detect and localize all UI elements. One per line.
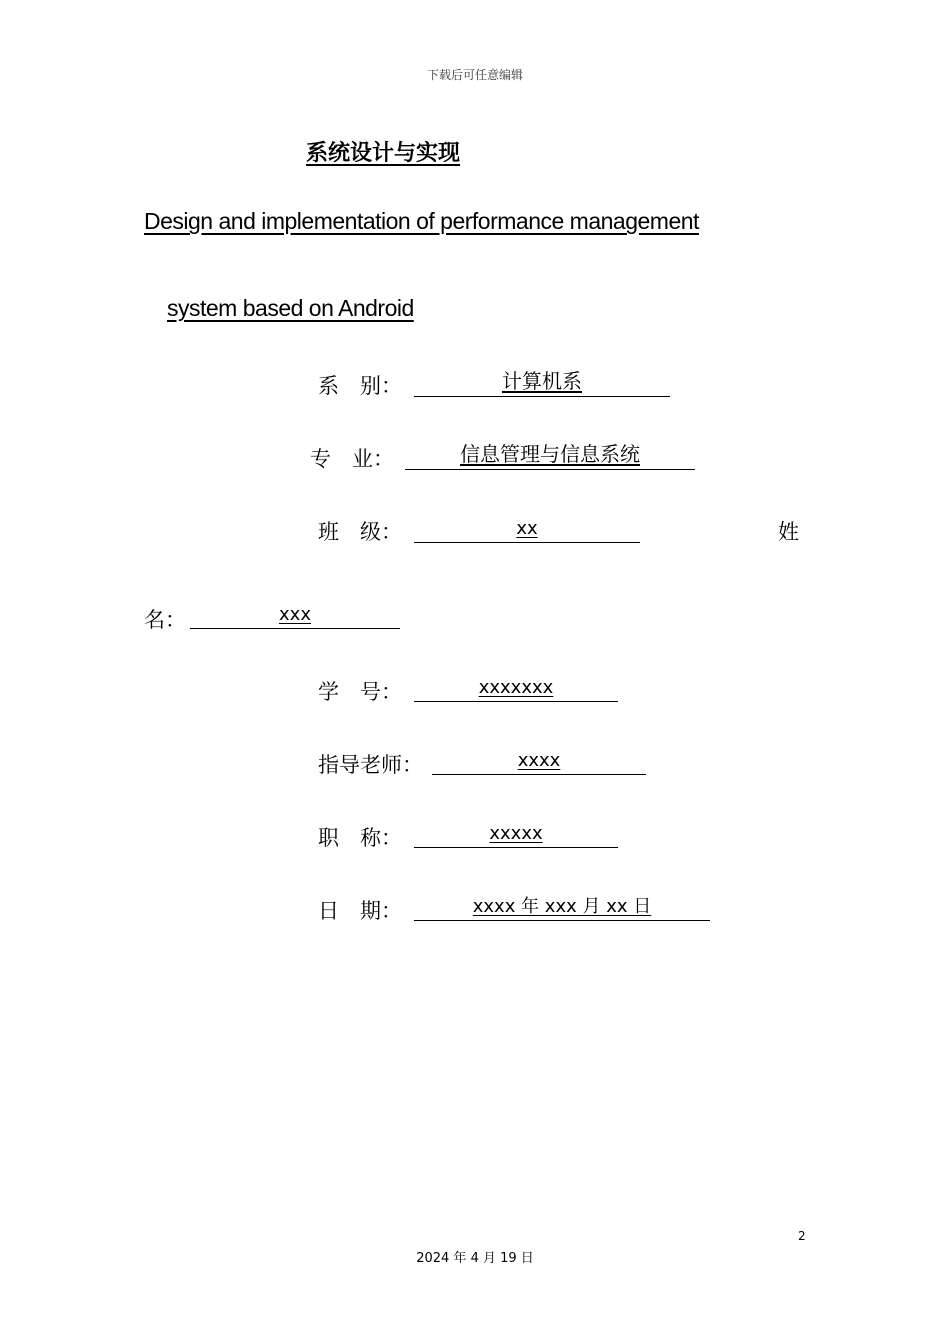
class-field — [414, 514, 640, 543]
name-label-part2: 名： — [144, 608, 186, 632]
name-field — [190, 600, 400, 629]
student-id-label: 学 号： — [318, 680, 402, 704]
date-value: xxxx 年 xxx 月 xx 日 — [472, 896, 652, 917]
title-english-line2: system based on Android — [167, 295, 414, 321]
title-chinese: 系统设计与实现 — [306, 141, 461, 166]
department-label: 系 别： — [318, 374, 402, 398]
title-rank-label: 职 称： — [318, 826, 402, 850]
department-field — [414, 368, 670, 397]
title-english-line1: Design and implementation of performance management — [144, 208, 699, 234]
student-id-value: xxxxxxx — [478, 677, 554, 698]
advisor-field — [432, 746, 646, 775]
student-id-field — [414, 673, 618, 702]
footer-date: 2024 年 4 月 19 日 — [416, 1251, 534, 1266]
class-value: xx — [516, 518, 538, 539]
class-label: 班 级： — [318, 520, 402, 544]
name-value: xxx — [279, 604, 311, 625]
name-label-part1: 姓 — [778, 520, 799, 544]
department-value: 计算机系 — [502, 369, 582, 393]
header-note: 下载后可任意编辑 — [426, 68, 523, 82]
major-value: 信息管理与信息系统 — [460, 442, 640, 466]
date-field — [414, 892, 710, 921]
page-number: 2 — [798, 1229, 806, 1243]
advisor-label: 指导老师： — [318, 753, 423, 777]
title-rank-value: xxxxx — [489, 823, 543, 844]
major-label: 专 业： — [310, 447, 394, 471]
major-field — [405, 441, 695, 470]
advisor-value: xxxx — [517, 750, 561, 771]
title-rank-field — [414, 819, 618, 848]
date-label: 日 期： — [318, 899, 402, 923]
